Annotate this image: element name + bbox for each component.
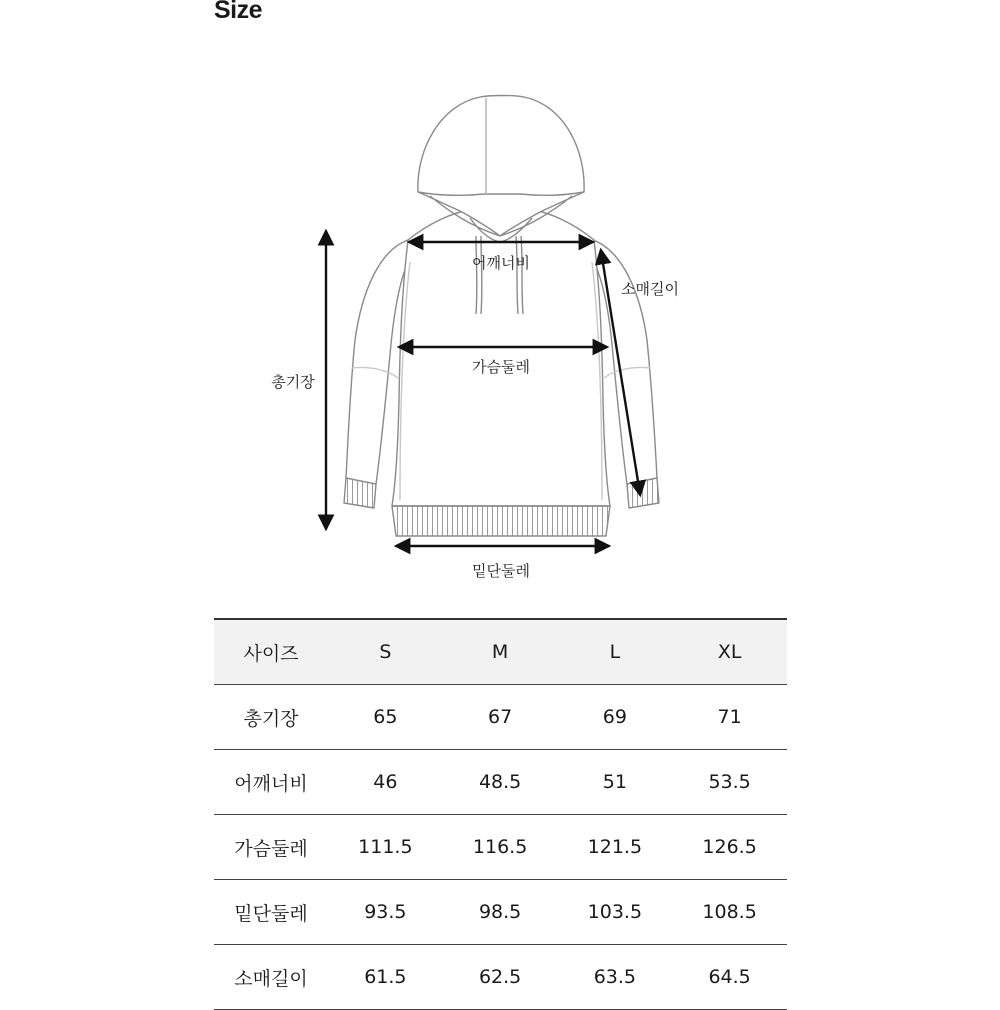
table-cell: 98.5	[443, 880, 558, 945]
table-cell: 108.5	[672, 880, 787, 945]
row-label: 어깨너비	[214, 750, 328, 815]
table-cell: 69	[558, 685, 673, 750]
table-cell: 121.5	[558, 815, 673, 880]
table-cell: 116.5	[443, 815, 558, 880]
table-cell: 51	[558, 750, 673, 815]
hem-label: 밑단둘레	[472, 562, 530, 580]
table-cell: 46	[328, 750, 443, 815]
table-cell: 64.5	[672, 945, 787, 1010]
left-drawstring	[476, 236, 477, 314]
table-cell: 93.5	[328, 880, 443, 945]
table-cell: 61.5	[328, 945, 443, 1010]
header-cell-xl: XL	[672, 619, 787, 685]
hood	[418, 96, 584, 237]
table-row	[214, 685, 787, 750]
header-cell-l: L	[558, 619, 673, 685]
table-cell: 48.5	[443, 750, 558, 815]
table-cell: 126.5	[672, 815, 787, 880]
table-header-row	[214, 619, 787, 685]
table-row	[214, 880, 787, 945]
table-cell: 63.5	[558, 945, 673, 1010]
size-table	[214, 618, 787, 1010]
table-cell: 71	[672, 685, 787, 750]
total-length-label: 총기장	[271, 373, 315, 391]
header-cell-size: 사이즈	[214, 619, 328, 685]
table-cell: 67	[443, 685, 558, 750]
row-label: 가슴둘레	[214, 815, 328, 880]
table-cell: 53.5	[672, 750, 787, 815]
chest-label: 가슴둘레	[472, 358, 530, 376]
row-label: 밑단둘레	[214, 880, 328, 945]
table-row	[214, 815, 787, 880]
row-label: 소매길이	[214, 945, 328, 1010]
table-cell: 62.5	[443, 945, 558, 1010]
page-title: Size	[214, 0, 263, 24]
hoodie-hem	[392, 506, 610, 536]
table-cell: 65	[328, 685, 443, 750]
left-cuff	[344, 478, 376, 508]
header-cell-m: M	[443, 619, 558, 685]
header-cell-s: S	[328, 619, 443, 685]
table-cell: 111.5	[328, 815, 443, 880]
shoulder-label: 어깨너비	[472, 254, 530, 272]
table-row	[214, 750, 787, 815]
right-cuff	[627, 478, 659, 508]
sleeve-label: 소매길이	[621, 280, 679, 298]
row-label: 총기장	[214, 685, 328, 750]
table-cell: 103.5	[558, 880, 673, 945]
